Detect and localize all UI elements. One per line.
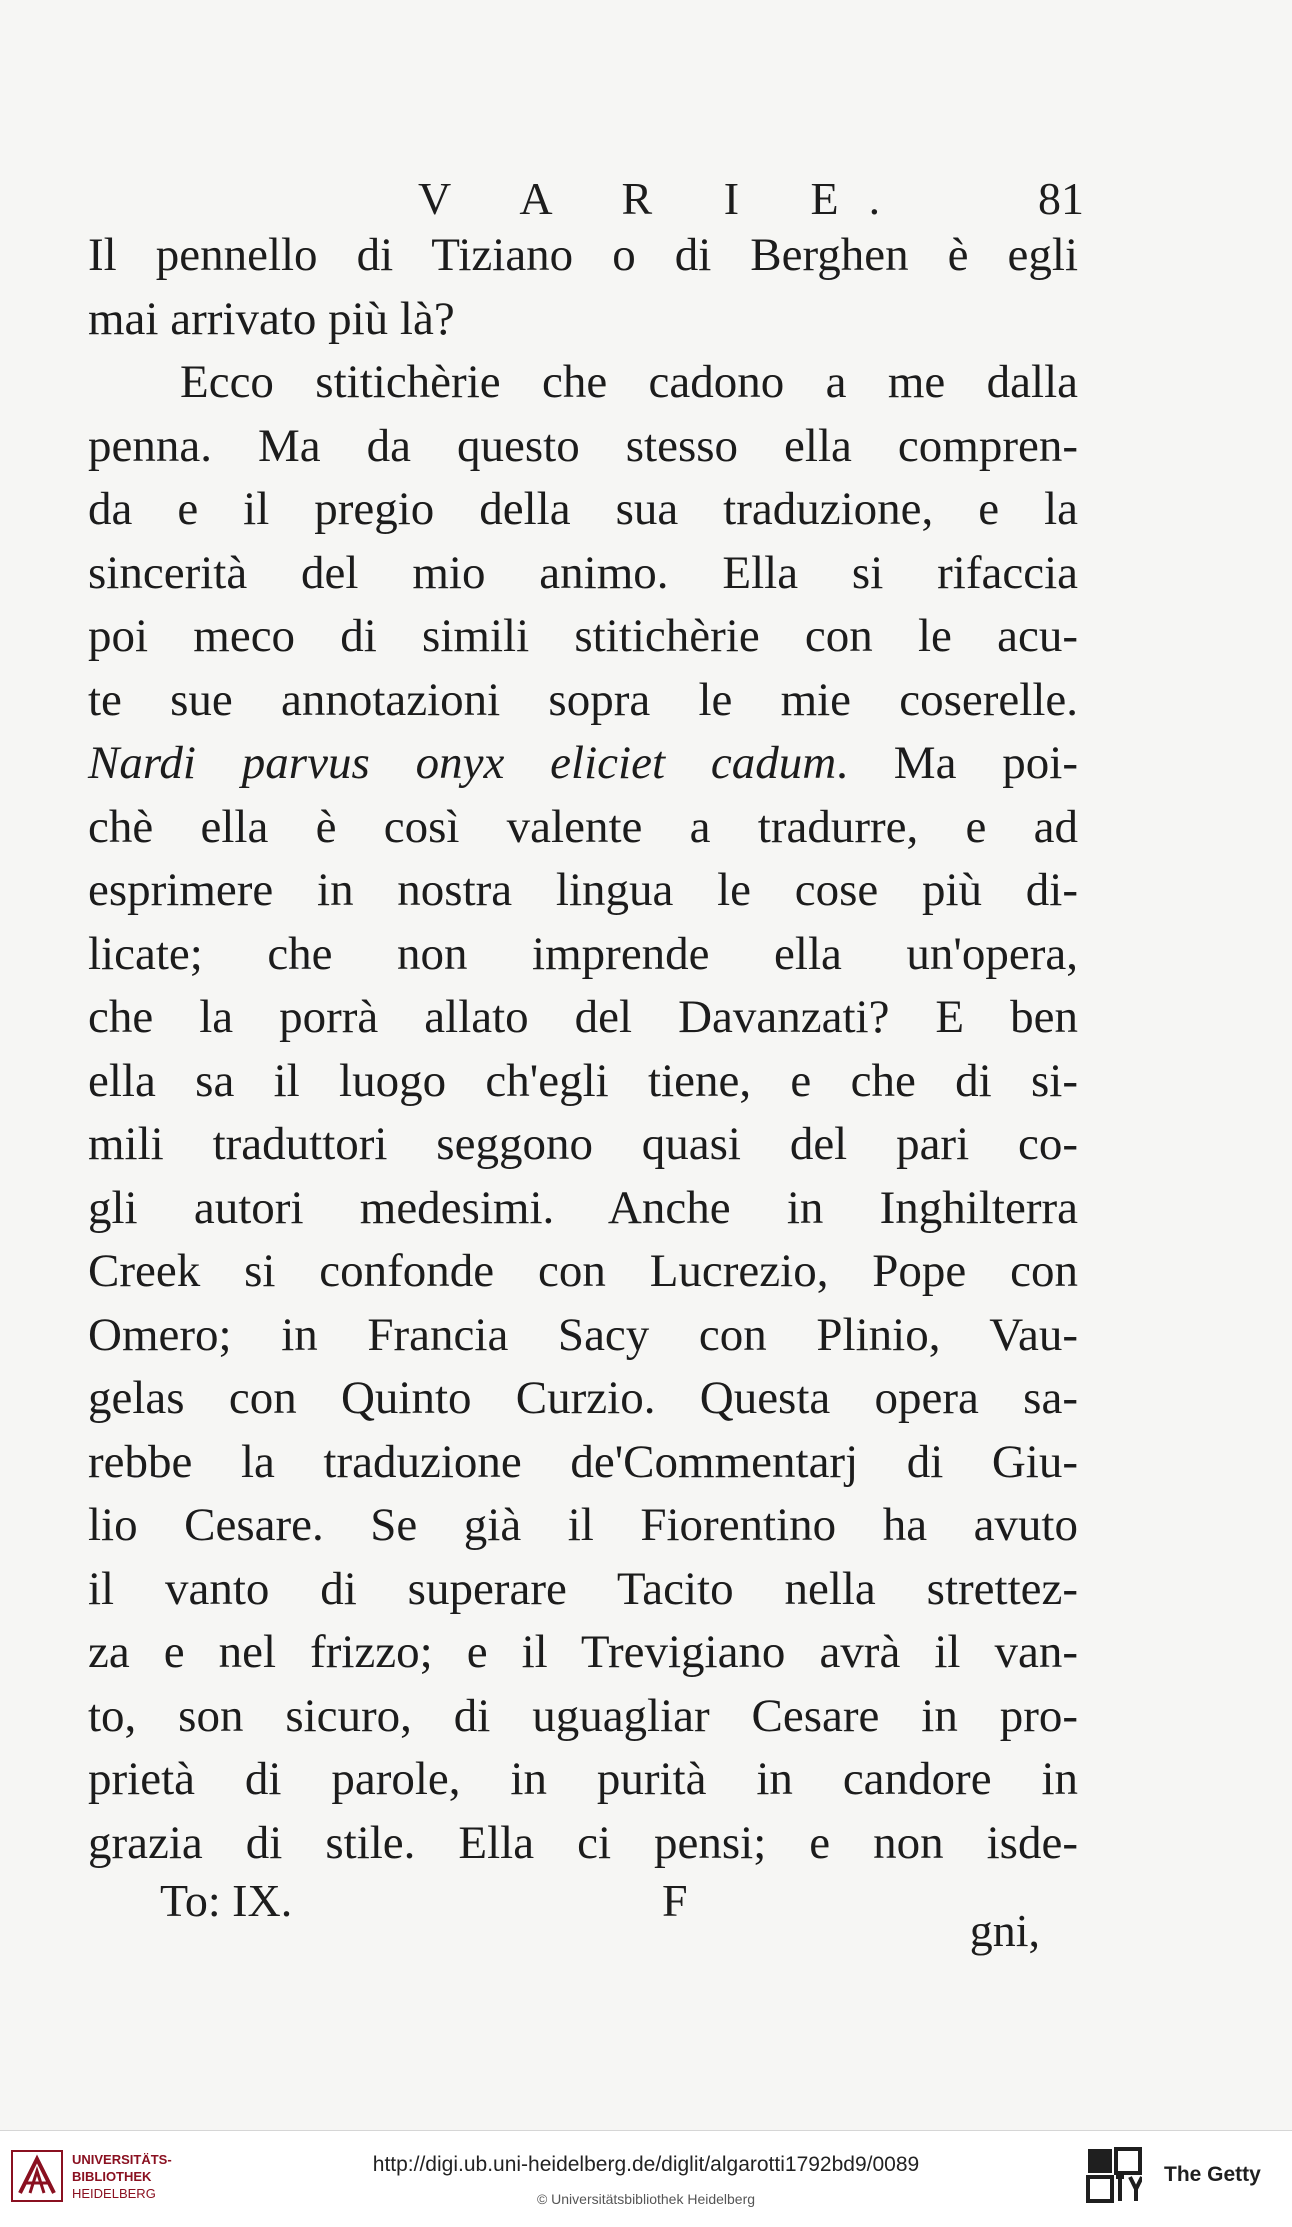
text-line: sincerità del mio animo. Ella si rifaccia bbox=[88, 546, 1078, 599]
text-line: Ecco stitichèrie che cadono a me dalla bbox=[180, 356, 1078, 408]
viewer-footer-bar bbox=[0, 2130, 1292, 2227]
text-line: gli autori medesimi. Anche in Inghilterra bbox=[88, 1181, 1078, 1234]
page-header bbox=[108, 172, 1084, 232]
signature-letter: F bbox=[662, 1875, 688, 1926]
text-line: te sue annotazioni sopra le mie coserelle. bbox=[88, 673, 1078, 726]
text-line: penna. Ma da questo stesso ella compren- bbox=[88, 419, 1078, 472]
library-name-line2: BIBLIOTHEK bbox=[72, 2169, 152, 2184]
text-line-rest: . Ma poi- bbox=[836, 737, 1078, 789]
text-line: poi meco di simili stitichèrie con le acu- bbox=[88, 610, 1078, 662]
getty-logo-icon[interactable] bbox=[1086, 2147, 1142, 2205]
partner-name[interactable]: The Getty bbox=[1164, 2163, 1261, 2186]
text-line: che la porrà allato del Davanzati? E ben bbox=[88, 991, 1078, 1043]
text-line: Creek si confonde con Lucrezio, Pope con bbox=[88, 1245, 1078, 1297]
text-line: Il pennello di Tiziano o di Berghen è egli bbox=[88, 229, 1078, 281]
library-name-line3: HEIDELBERG bbox=[72, 2186, 156, 2201]
catchword: gni, bbox=[969, 1905, 1040, 1956]
text-line: chè ella è così valente a tradurre, e ad bbox=[88, 800, 1078, 853]
page-footer bbox=[160, 1874, 1040, 1956]
text-line: rebbe la traduzione de'Commentarj di Giu- bbox=[88, 1435, 1078, 1488]
text-line: da e il pregio della sua traduzione, e la bbox=[88, 483, 1078, 535]
text-line: to, son sicuro, di uguagliar Cesare in pro- bbox=[88, 1689, 1078, 1742]
body-text bbox=[88, 224, 1078, 1875]
copyright-notice: © Universitätsbibliothek Heidelberg bbox=[536, 2191, 756, 2207]
text-line: za e nel frizzo; e il Trevigiano avrà il van- bbox=[88, 1626, 1078, 1678]
running-title: V A R I E. bbox=[418, 173, 911, 224]
text-line: lio Cesare. Se già il Fiorentino ha avuto bbox=[88, 1499, 1078, 1551]
signature-volume: To: IX. bbox=[160, 1875, 293, 1926]
text-line: licate; che non imprende ella un'opera, bbox=[88, 927, 1078, 980]
text-line: ella sa il luogo ch'egli tiene, e che di si- bbox=[88, 1054, 1078, 1107]
text-line: esprimere in nostra lingua le cose più di- bbox=[88, 864, 1078, 916]
text-line bbox=[88, 732, 1078, 796]
text-line: prietà di parole, in purità in candore in bbox=[88, 1753, 1078, 1805]
page-number: 81 bbox=[1038, 173, 1084, 224]
text-line: gelas con Quinto Curzio. Questa opera sa- bbox=[88, 1372, 1078, 1424]
text-line: Omero; in Francia Sacy con Plinio, Vau- bbox=[88, 1308, 1078, 1361]
library-name-line1: UNIVERSITÄTS- bbox=[72, 2152, 172, 2167]
italic-quote: Nardi parvus onyx eliciet cadum bbox=[88, 737, 837, 789]
text-line: mai arrivato più là? bbox=[88, 292, 455, 345]
permalink-url[interactable]: http://digi.ub.uni-heidelberg.de/diglit/algarotti1792bd9/0089 bbox=[372, 2153, 920, 2176]
text-line: mili traduttori seggono quasi del pari co- bbox=[88, 1118, 1078, 1170]
text-line: il vanto di superare Tacito nella strettez- bbox=[88, 1562, 1078, 1615]
text-line: grazia di stile. Ella ci pensi; e non isde- bbox=[88, 1816, 1078, 1869]
